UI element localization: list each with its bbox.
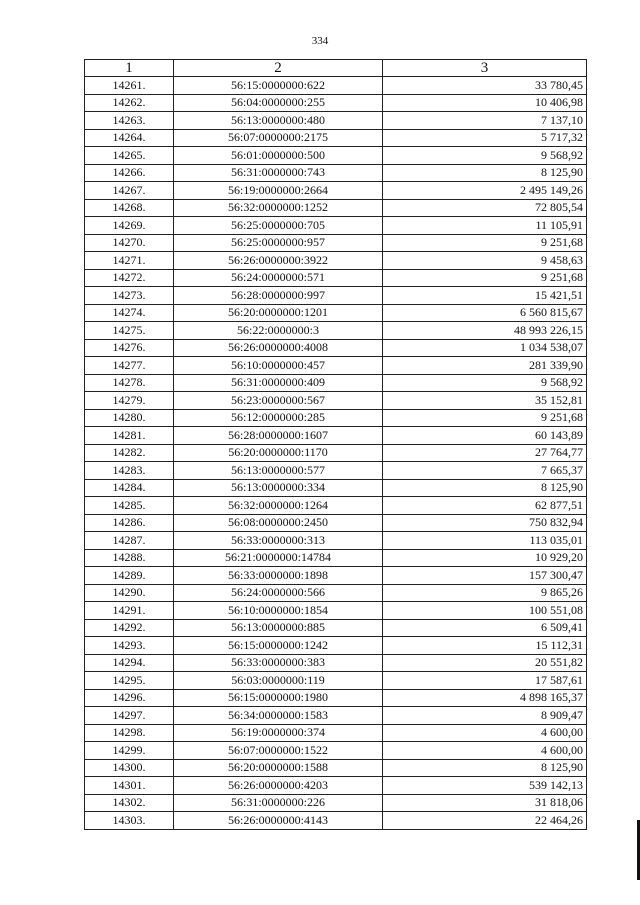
column-header-3: 3 bbox=[383, 60, 587, 77]
cadastral-number: 56:13:0000000:885 bbox=[174, 619, 383, 637]
cadastral-number: 56:33:0000000:313 bbox=[174, 532, 383, 550]
cadastral-number: 56:34:0000000:1583 bbox=[174, 707, 383, 725]
row-number: 14261. bbox=[85, 77, 174, 95]
table-row bbox=[85, 199, 587, 217]
table-row bbox=[85, 479, 587, 497]
value-amount: 6 560 815,67 bbox=[383, 304, 587, 322]
cadastral-number: 56:32:0000000:1252 bbox=[174, 199, 383, 217]
cadastral-number: 56:20:0000000:1588 bbox=[174, 759, 383, 777]
cadastral-number: 56:08:0000000:2450 bbox=[174, 514, 383, 532]
value-amount: 281 339,90 bbox=[383, 357, 587, 375]
value-amount: 6 509,41 bbox=[383, 619, 587, 637]
value-amount: 72 805,54 bbox=[383, 199, 587, 217]
table-row bbox=[85, 147, 587, 165]
value-amount: 15 112,31 bbox=[383, 637, 587, 655]
table-row bbox=[85, 777, 587, 795]
row-number: 14290. bbox=[85, 584, 174, 602]
table-row bbox=[85, 392, 587, 410]
value-amount: 9 865,26 bbox=[383, 584, 587, 602]
value-amount: 11 105,91 bbox=[383, 217, 587, 235]
cadastral-number: 56:21:0000000:14784 bbox=[174, 549, 383, 567]
cadastral-number: 56:07:0000000:2175 bbox=[174, 129, 383, 147]
table-row bbox=[85, 812, 587, 830]
row-number: 14263. bbox=[85, 112, 174, 130]
table-row bbox=[85, 549, 587, 567]
column-header-1: 1 bbox=[85, 60, 174, 77]
row-number: 14298. bbox=[85, 724, 174, 742]
table-row bbox=[85, 759, 587, 777]
table-row bbox=[85, 602, 587, 620]
cadastral-number: 56:04:0000000:255 bbox=[174, 94, 383, 112]
cadastral-number: 56:13:0000000:480 bbox=[174, 112, 383, 130]
value-amount: 27 764,77 bbox=[383, 444, 587, 462]
cadastral-number: 56:26:0000000:3922 bbox=[174, 252, 383, 270]
value-amount: 7 137,10 bbox=[383, 112, 587, 130]
value-amount: 8 125,90 bbox=[383, 479, 587, 497]
row-number: 14282. bbox=[85, 444, 174, 462]
row-number: 14300. bbox=[85, 759, 174, 777]
cadastral-number: 56:24:0000000:571 bbox=[174, 269, 383, 287]
value-amount: 10 406,98 bbox=[383, 94, 587, 112]
row-number: 14269. bbox=[85, 217, 174, 235]
table-row bbox=[85, 409, 587, 427]
row-number: 14271. bbox=[85, 252, 174, 270]
table-row bbox=[85, 287, 587, 305]
cadastral-number: 56:19:0000000:2664 bbox=[174, 182, 383, 200]
cadastral-number: 56:26:0000000:4143 bbox=[174, 812, 383, 830]
row-number: 14273. bbox=[85, 287, 174, 305]
row-number: 14286. bbox=[85, 514, 174, 532]
row-number: 14297. bbox=[85, 707, 174, 725]
row-number: 14294. bbox=[85, 654, 174, 672]
value-amount: 4 898 165,37 bbox=[383, 689, 587, 707]
table-row bbox=[85, 322, 587, 340]
row-number: 14266. bbox=[85, 164, 174, 182]
row-number: 14278. bbox=[85, 374, 174, 392]
table-row bbox=[85, 217, 587, 235]
row-number: 14288. bbox=[85, 549, 174, 567]
cadastral-number: 56:22:0000000:3 bbox=[174, 322, 383, 340]
cadastral-number: 56:28:0000000:997 bbox=[174, 287, 383, 305]
row-number: 14283. bbox=[85, 462, 174, 480]
cadastral-number: 56:32:0000000:1264 bbox=[174, 497, 383, 515]
value-amount: 10 929,20 bbox=[383, 549, 587, 567]
row-number: 14268. bbox=[85, 199, 174, 217]
table-row bbox=[85, 94, 587, 112]
value-amount: 20 551,82 bbox=[383, 654, 587, 672]
value-amount: 62 877,51 bbox=[383, 497, 587, 515]
table-row bbox=[85, 77, 587, 95]
row-number: 14279. bbox=[85, 392, 174, 410]
row-number: 14296. bbox=[85, 689, 174, 707]
table-row bbox=[85, 707, 587, 725]
cadastral-number: 56:26:0000000:4008 bbox=[174, 339, 383, 357]
cadastral-number: 56:25:0000000:705 bbox=[174, 217, 383, 235]
value-amount: 9 251,68 bbox=[383, 269, 587, 287]
value-amount: 9 568,92 bbox=[383, 147, 587, 165]
table-row bbox=[85, 269, 587, 287]
value-amount: 157 300,47 bbox=[383, 567, 587, 585]
cadastral-number: 56:24:0000000:566 bbox=[174, 584, 383, 602]
cadastral-number: 56:19:0000000:374 bbox=[174, 724, 383, 742]
table-row bbox=[85, 304, 587, 322]
table-row bbox=[85, 112, 587, 130]
value-amount: 31 818,06 bbox=[383, 794, 587, 812]
cadastral-number: 56:13:0000000:334 bbox=[174, 479, 383, 497]
value-amount: 9 458,63 bbox=[383, 252, 587, 270]
cadastral-number: 56:28:0000000:1607 bbox=[174, 427, 383, 445]
row-number: 14302. bbox=[85, 794, 174, 812]
cadastral-number: 56:10:0000000:457 bbox=[174, 357, 383, 375]
value-amount: 8 909,47 bbox=[383, 707, 587, 725]
column-header-2: 2 bbox=[174, 60, 383, 77]
table-row bbox=[85, 532, 587, 550]
table-body bbox=[85, 77, 587, 830]
table-row bbox=[85, 724, 587, 742]
cadastral-number: 56:33:0000000:383 bbox=[174, 654, 383, 672]
table-row bbox=[85, 689, 587, 707]
cadastral-number: 56:31:0000000:743 bbox=[174, 164, 383, 182]
row-number: 14270. bbox=[85, 234, 174, 252]
table-row bbox=[85, 444, 587, 462]
cadastral-number: 56:26:0000000:4203 bbox=[174, 777, 383, 795]
table-row bbox=[85, 672, 587, 690]
cadastral-number: 56:07:0000000:1522 bbox=[174, 742, 383, 760]
row-number: 14291. bbox=[85, 602, 174, 620]
table-row bbox=[85, 462, 587, 480]
value-amount: 4 600,00 bbox=[383, 742, 587, 760]
row-number: 14303. bbox=[85, 812, 174, 830]
cadastral-number: 56:12:0000000:285 bbox=[174, 409, 383, 427]
cadastral-number: 56:15:0000000:1242 bbox=[174, 637, 383, 655]
value-amount: 8 125,90 bbox=[383, 759, 587, 777]
cadastral-number: 56:25:0000000:957 bbox=[174, 234, 383, 252]
value-amount: 4 600,00 bbox=[383, 724, 587, 742]
table-row bbox=[85, 182, 587, 200]
table-row bbox=[85, 164, 587, 182]
cadastral-number: 56:20:0000000:1201 bbox=[174, 304, 383, 322]
header-row bbox=[85, 60, 587, 77]
table-row bbox=[85, 654, 587, 672]
row-number: 14281. bbox=[85, 427, 174, 445]
value-amount: 100 551,08 bbox=[383, 602, 587, 620]
row-number: 14276. bbox=[85, 339, 174, 357]
row-number: 14301. bbox=[85, 777, 174, 795]
value-amount: 33 780,45 bbox=[383, 77, 587, 95]
row-number: 14285. bbox=[85, 497, 174, 515]
value-amount: 113 035,01 bbox=[383, 532, 587, 550]
row-number: 14272. bbox=[85, 269, 174, 287]
value-amount: 2 495 149,26 bbox=[383, 182, 587, 200]
row-number: 14287. bbox=[85, 532, 174, 550]
table-row bbox=[85, 497, 587, 515]
value-amount: 8 125,90 bbox=[383, 164, 587, 182]
value-amount: 17 587,61 bbox=[383, 672, 587, 690]
row-number: 14280. bbox=[85, 409, 174, 427]
cadastral-number: 56:03:0000000:119 bbox=[174, 672, 383, 690]
value-amount: 9 568,92 bbox=[383, 374, 587, 392]
row-number: 14267. bbox=[85, 182, 174, 200]
cadastral-number: 56:20:0000000:1170 bbox=[174, 444, 383, 462]
table-row bbox=[85, 567, 587, 585]
cadastral-number: 56:15:0000000:622 bbox=[174, 77, 383, 95]
table-row bbox=[85, 357, 587, 375]
table-row bbox=[85, 794, 587, 812]
cadastral-number: 56:31:0000000:226 bbox=[174, 794, 383, 812]
row-number: 14264. bbox=[85, 129, 174, 147]
value-amount: 539 142,13 bbox=[383, 777, 587, 795]
value-amount: 750 832,94 bbox=[383, 514, 587, 532]
value-amount: 7 665,37 bbox=[383, 462, 587, 480]
cadastral-table bbox=[84, 59, 587, 830]
value-amount: 15 421,51 bbox=[383, 287, 587, 305]
row-number: 14292. bbox=[85, 619, 174, 637]
row-number: 14262. bbox=[85, 94, 174, 112]
cadastral-number: 56:10:0000000:1854 bbox=[174, 602, 383, 620]
cadastral-number: 56:23:0000000:567 bbox=[174, 392, 383, 410]
table-row bbox=[85, 374, 587, 392]
value-amount: 22 464,26 bbox=[383, 812, 587, 830]
cadastral-number: 56:15:0000000:1980 bbox=[174, 689, 383, 707]
page-number: 334 bbox=[311, 35, 329, 47]
value-amount: 9 251,68 bbox=[383, 409, 587, 427]
cadastral-number: 56:13:0000000:577 bbox=[174, 462, 383, 480]
table-row bbox=[85, 427, 587, 445]
value-amount: 35 152,81 bbox=[383, 392, 587, 410]
table-row bbox=[85, 514, 587, 532]
table-row bbox=[85, 234, 587, 252]
value-amount: 5 717,32 bbox=[383, 129, 587, 147]
row-number: 14277. bbox=[85, 357, 174, 375]
row-number: 14265. bbox=[85, 147, 174, 165]
row-number: 14284. bbox=[85, 479, 174, 497]
row-number: 14289. bbox=[85, 567, 174, 585]
row-number: 14295. bbox=[85, 672, 174, 690]
table-row bbox=[85, 584, 587, 602]
cadastral-number: 56:31:0000000:409 bbox=[174, 374, 383, 392]
table-row bbox=[85, 339, 587, 357]
table-row bbox=[85, 619, 587, 637]
table-row bbox=[85, 252, 587, 270]
table-row bbox=[85, 742, 587, 760]
table-row bbox=[85, 129, 587, 147]
row-number: 14275. bbox=[85, 322, 174, 340]
value-amount: 48 993 226,15 bbox=[383, 322, 587, 340]
value-amount: 1 034 538,07 bbox=[383, 339, 587, 357]
cadastral-number: 56:01:0000000:500 bbox=[174, 147, 383, 165]
row-number: 14299. bbox=[85, 742, 174, 760]
row-number: 14293. bbox=[85, 637, 174, 655]
cadastral-number: 56:33:0000000:1898 bbox=[174, 567, 383, 585]
value-amount: 9 251,68 bbox=[383, 234, 587, 252]
row-number: 14274. bbox=[85, 304, 174, 322]
table-row bbox=[85, 637, 587, 655]
value-amount: 60 143,89 bbox=[383, 427, 587, 445]
